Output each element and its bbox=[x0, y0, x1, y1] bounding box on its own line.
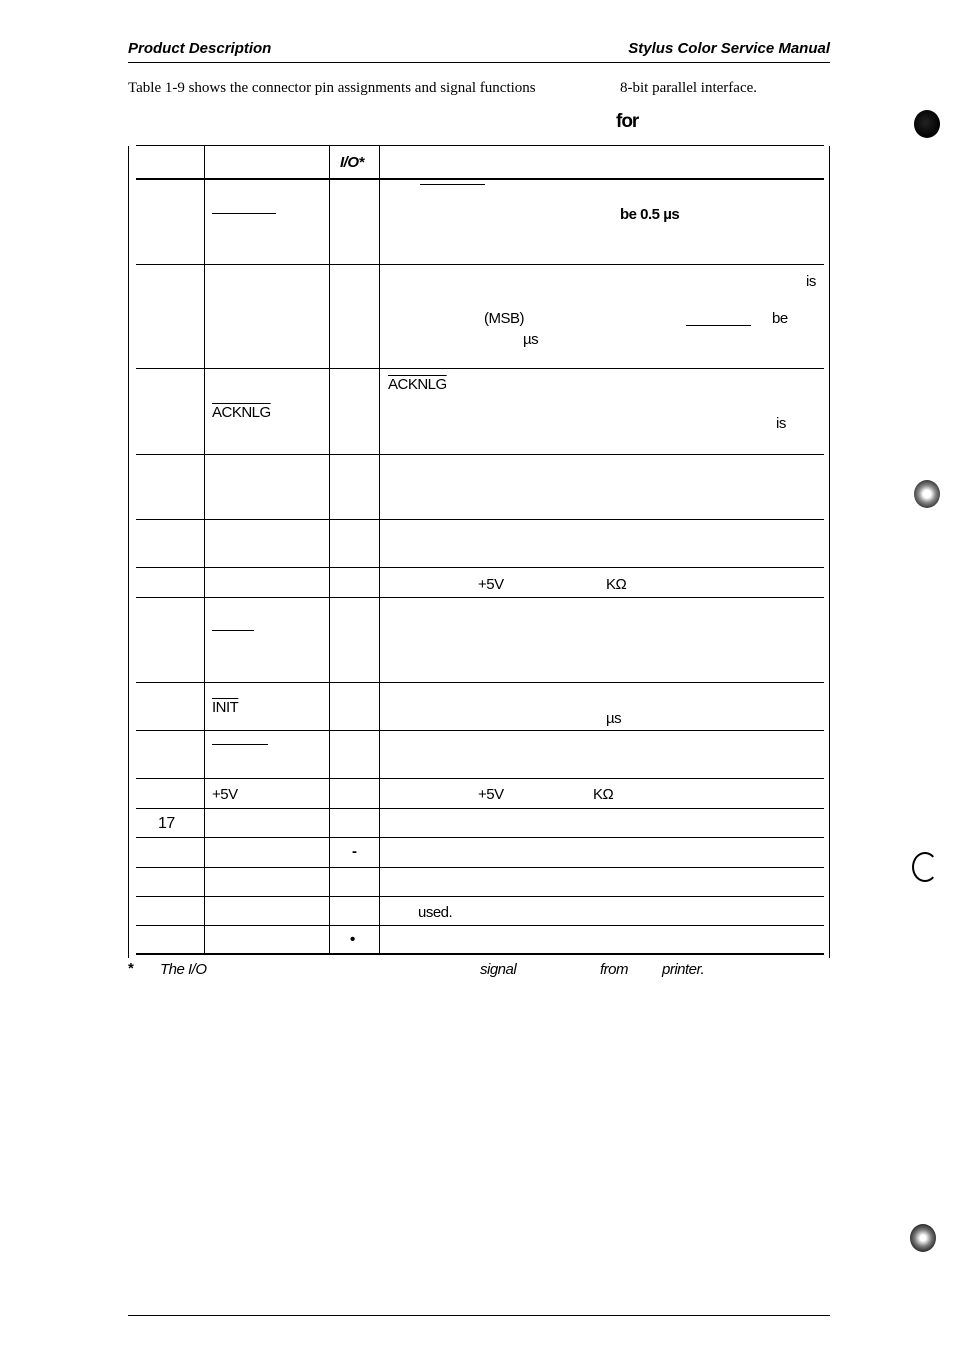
row-8-description-us: µs bbox=[606, 710, 622, 727]
row-10-description-resistance: KΩ bbox=[593, 786, 614, 803]
column-divider bbox=[329, 146, 330, 954]
table-rule-bottom bbox=[136, 953, 824, 955]
row-divider bbox=[136, 454, 824, 455]
row-2-description-msb: (MSB) bbox=[484, 310, 524, 327]
footnote-text-d: printer. bbox=[662, 961, 705, 978]
row-divider bbox=[136, 925, 824, 926]
row-12-io: - bbox=[352, 843, 357, 860]
row-2-description-a: is bbox=[806, 273, 816, 290]
overline-mark bbox=[212, 630, 254, 631]
header-rule bbox=[128, 62, 830, 63]
overline-mark bbox=[686, 325, 751, 326]
header-right: Stylus Color Service Manual bbox=[628, 40, 830, 57]
footnote-mark: * bbox=[128, 960, 134, 977]
table-caption: for bbox=[616, 111, 639, 132]
table-border-left bbox=[128, 146, 129, 958]
column-divider bbox=[379, 146, 380, 954]
row-3-signal: ACKNLG bbox=[212, 404, 271, 421]
row-divider bbox=[136, 896, 824, 897]
row-divider bbox=[136, 368, 824, 369]
footer-rule bbox=[128, 1315, 830, 1316]
row-divider bbox=[136, 597, 824, 598]
footnote-text-c: from bbox=[600, 961, 628, 978]
binder-hole-icon bbox=[914, 110, 940, 138]
io-column-header: I/O* bbox=[340, 154, 364, 171]
intro-text-end: 8-bit parallel interface. bbox=[620, 80, 758, 96]
row-divider bbox=[136, 682, 824, 683]
row-divider bbox=[136, 730, 824, 731]
table-header-rule bbox=[136, 178, 824, 180]
row-10-signal: +5V bbox=[212, 786, 238, 803]
row-3-description-signal: ACKNLG bbox=[388, 376, 447, 393]
row-divider bbox=[136, 808, 824, 809]
row-3-description-is: is bbox=[776, 415, 786, 432]
row-10-description-voltage: +5V bbox=[478, 786, 504, 803]
overline-mark bbox=[212, 213, 276, 214]
row-divider bbox=[136, 264, 824, 265]
row-6-description-voltage: +5V bbox=[478, 576, 504, 593]
overline-mark bbox=[420, 184, 485, 185]
footnote-text-a: The I/O bbox=[160, 961, 207, 978]
row-divider bbox=[136, 837, 824, 838]
overline-mark bbox=[212, 744, 268, 745]
row-2-description-us: µs bbox=[523, 331, 539, 348]
row-6-description-resistance: KΩ bbox=[606, 576, 627, 593]
row-2-description-be: be bbox=[772, 310, 788, 327]
row-15-io: • bbox=[350, 931, 355, 948]
row-divider bbox=[136, 867, 824, 868]
row-divider bbox=[136, 567, 824, 568]
table-rule-top bbox=[136, 145, 824, 146]
binder-hole-icon bbox=[912, 852, 938, 882]
row-divider bbox=[136, 778, 824, 779]
column-divider bbox=[204, 146, 205, 954]
binder-hole-icon bbox=[910, 1224, 936, 1252]
intro-text: Table 1-9 shows the connector pin assignments and signal functions bbox=[128, 80, 536, 96]
row-11-pin: 17 bbox=[158, 815, 175, 832]
table-border-right bbox=[829, 146, 830, 958]
row-14-description: used. bbox=[418, 904, 453, 921]
row-8-signal: INIT bbox=[212, 699, 239, 716]
row-divider bbox=[136, 519, 824, 520]
row-1-description: be 0.5 µs bbox=[620, 206, 680, 223]
header-left: Product Description bbox=[128, 40, 272, 57]
binder-hole-icon bbox=[914, 480, 940, 508]
footnote-text-b: signal bbox=[480, 961, 517, 978]
